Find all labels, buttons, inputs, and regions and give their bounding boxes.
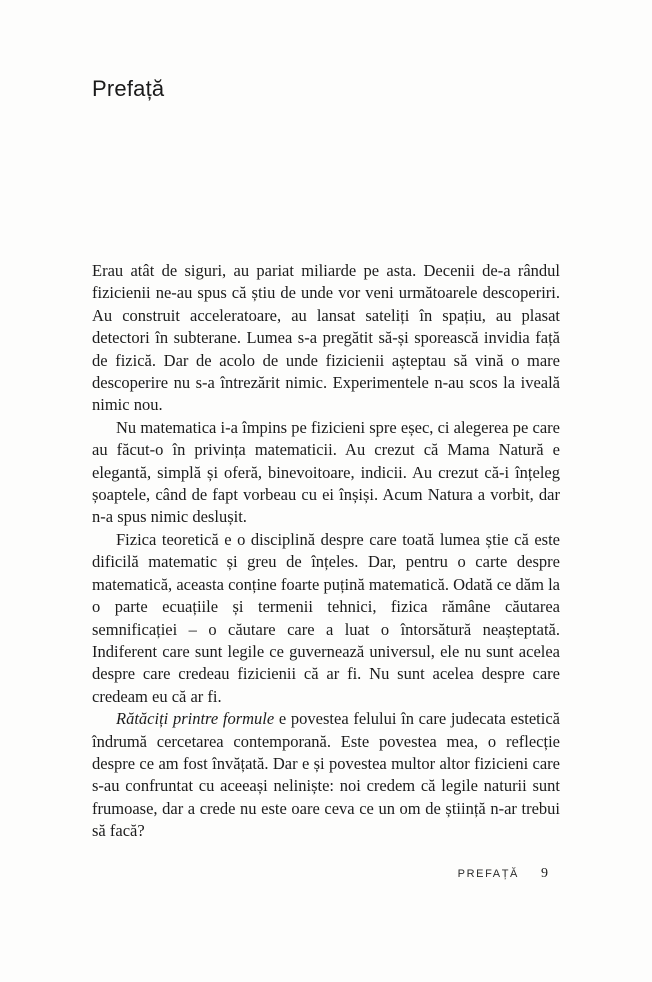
- paragraph-2: Nu matematica i-a împins pe fizicieni spre eșec, ci alegerea pe care au făcut-o în privința matematicii. Au crezut că Mama Natură e elegantă, simplă și oferă, binevoitoare, indicii. Au crezut că-i înțeleg șoaptele, când de fapt vorbeau cu ei înșiși. Acum Natura a vorbit, dar n-a spus nimic deslușit.: [92, 417, 560, 527]
- paragraph-4: [92, 708, 560, 842]
- page-number: 9: [541, 866, 548, 881]
- paragraph-1: Erau atât de siguri, au pariat miliarde pe asta. Decenii de-a rândul fizicienii ne-au spus că știu de unde vor veni următoarele descoperiri. Au construit acceleratoare, au lansat sateliți în spațiu, au plasat detectori în subterane. Lumea s-a pregătit să-și sporească invidia față de fizică. Dar de acolo de unde fizicienii așteptau să vină o mare descoperire nu s-a întrezărit nimic. Experimentele n-au scos la iveală nimic nou.: [92, 261, 560, 415]
- running-head: PREFAȚĂ: [457, 868, 519, 880]
- paragraph-3: Fizica teoretică e o disciplină despre care toată lumea știe că este dificilă matematic și greu de înțeles. Dar, pentru o carte despre matematică, aceasta conține foarte puțină matematică. Odată ce dăm la o parte ecuațiile și termenii tehnici, fizica rămâne căutarea semnificației – o căutare care a luat o întorsătură neașteptată. Indiferent care sunt legile ce guvernează universul, ele nu sunt acelea despre care credeau fizicienii că ar fi. Nu sunt acelea despre care credeam eu că ar fi.: [92, 529, 560, 706]
- page-footer: [92, 864, 560, 882]
- book-title-italic: Rătăciți printre formule: [116, 709, 275, 729]
- chapter-title: Prefață: [92, 76, 165, 101]
- paragraph-4-rest: e povestea felului în care judecata estetică îndrumă cercetarea contemporană. Este povestea mea, o reflecție despre ce am fost învățată. Dar e și povestea multor altor fizicieni care s-au confruntat cu aceeași neliniște: noi credem că legile naturii sunt frumoase, dar a crede nu este oare ceva ce un om de știință n-ar trebui să facă?: [92, 709, 560, 841]
- body-text: [92, 260, 560, 843]
